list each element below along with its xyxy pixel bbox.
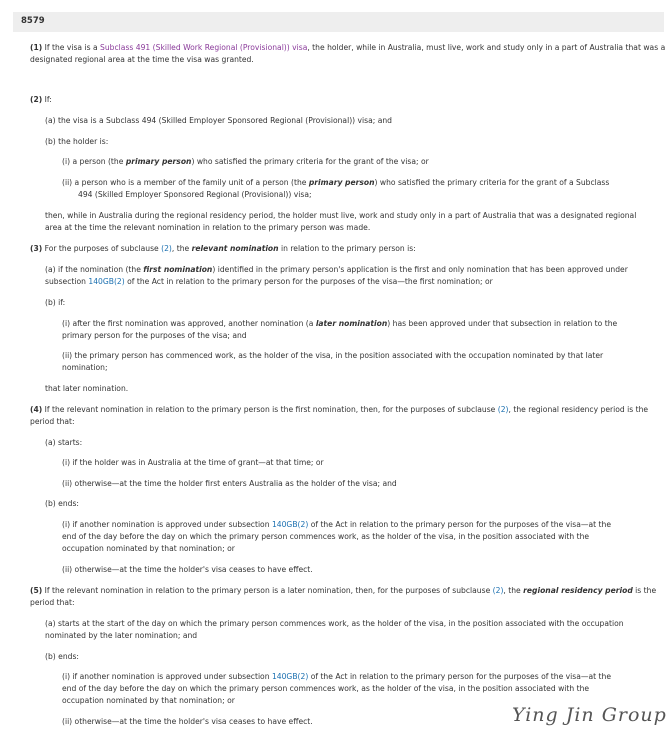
text: If: [44, 95, 52, 104]
text: of the Act in relation to the primary person for the purposes of the visa—at the [308, 672, 611, 681]
clause-3-intro [30, 243, 416, 256]
defined-term: primary person [125, 157, 192, 166]
text: of the Act in relation to the primary person for the purposes of the visa—the first nomination; or [124, 277, 493, 286]
text: subsection [45, 277, 89, 286]
clause-4-para-b-sub-i-line-2: end of the day before the day on which the primary person commences work, as the holder of the visa, in the position associated with the [62, 532, 590, 541]
clause-5-intro-line-1 [30, 585, 656, 598]
text: (i) if another nomination is approved under subsection [62, 672, 272, 681]
text: If the relevant nomination in relation to the primary person is the first nomination, then, for the purposes of subclause [42, 405, 498, 414]
text: ) has been approved under that subsection in relation to the [387, 319, 618, 328]
clause-3-sub-i-line-2: primary person for the purposes of the visa; and [62, 331, 247, 340]
clause-1-line-1 [30, 42, 665, 55]
clause-3-para-a-line-2 [45, 276, 493, 289]
subclass-491-link[interactable]: Subclass 491 (Skilled Work Regional (Provisional)) visa [100, 43, 308, 52]
text: ) who satisfied the primary criteria for the grant of a Subclass [374, 178, 610, 187]
clause-4-number: (4) [30, 405, 43, 414]
text: (ii) a person who is a member of the family unit of a person (the [62, 178, 309, 187]
subclause-2-link[interactable]: (2) [161, 244, 172, 253]
clause-4-para-b-sub-i-line-1 [62, 519, 611, 532]
clause-2-para-a: (a) the visa is a Subclass 494 (Skilled Employer Sponsored Regional (Provisional)) visa; and [45, 116, 393, 125]
clause-2-sub-i [62, 156, 429, 169]
defined-term: first nomination [143, 265, 213, 274]
defined-term: regional residency period [523, 586, 633, 595]
text: For the purposes of subclause [42, 244, 162, 253]
section-140gb-link[interactable]: 140GB(2) [271, 520, 309, 529]
clause-1-number: (1) [30, 43, 43, 52]
text: , the [503, 586, 524, 595]
clause-4-para-b-sub-ii: (ii) otherwise—at the time the holder's visa ceases to have effect. [62, 565, 313, 574]
clause-3-para-b: (b) if: [45, 298, 66, 307]
clause-4-intro-line-2: period that: [30, 417, 75, 426]
clause-2-sub-ii-line-2: 494 (Skilled Employer Sponsored Regional (Provisional)) visa; [78, 190, 312, 199]
text: ) who satisfied the primary criteria for the grant of the visa; or [191, 157, 429, 166]
text: is the [632, 586, 657, 595]
clause-4-para-a-sub-i: (i) if the holder was in Australia at the time of grant—at that time; or [62, 458, 324, 467]
clause-1-line-2: designated regional area at the time the visa was granted. [30, 55, 254, 64]
text: , the regional residency period is the [508, 405, 649, 414]
text: , the [171, 244, 192, 253]
text: If the visa is a [44, 43, 101, 52]
clause-4-para-b-sub-i-line-3: occupation nominated by that nomination; or [62, 544, 235, 553]
subclause-2-link[interactable]: (2) [492, 586, 504, 595]
clause-3-sub-ii-line-1: (ii) the primary person has commenced work, as the holder of the visa, in the position associated with the occupation nominated by that later [62, 351, 604, 360]
text: (i) if another nomination is approved under subsection [62, 520, 272, 529]
text: (i) after the first nomination was approved, another nomination (a [62, 319, 316, 328]
section-code: 8579 [21, 16, 45, 26]
clause-3-para-a-line-1 [45, 264, 628, 277]
clause-2-para-b: (b) the holder is: [45, 137, 109, 146]
clause-3-sub-ii-line-2: nomination; [62, 363, 108, 372]
defined-term: primary person [308, 178, 375, 187]
subclause-2-link[interactable]: (2) [497, 405, 509, 414]
text: (a) if the nomination (the [45, 265, 144, 274]
clause-3-sub-i-line-1 [62, 318, 617, 331]
clause-5-para-b-sub-ii: (ii) otherwise—at the time the holder's visa ceases to have effect. [62, 717, 313, 726]
clause-2-number: (2) [30, 95, 43, 104]
clause-5-para-a-line-2: nominated by the later nomination; and [45, 631, 198, 640]
clause-3-tail: that later nomination. [45, 384, 129, 393]
defined-term: relevant nomination [191, 244, 279, 253]
text: of the Act in relation to the primary person for the purposes of the visa—at the [308, 520, 611, 529]
clause-5-para-b: (b) ends: [45, 652, 79, 661]
text: If the relevant nomination in relation to the primary person is a later nomination, then, for the purposes of subclause [42, 586, 493, 595]
clause-3-number: (3) [30, 244, 43, 253]
clause-2-intro [30, 94, 52, 107]
clause-4-para-b: (b) ends: [45, 499, 79, 508]
clause-5-number: (5) [30, 586, 43, 595]
text: in relation to the primary person is: [278, 244, 416, 253]
section-140gb-link[interactable]: 140GB(2) [88, 277, 125, 286]
text: (i) a person (the [62, 157, 126, 166]
section-header [13, 12, 664, 32]
clause-2-then-line-2: area at the time the relevant nomination in relation to the primary person was made. [45, 223, 371, 232]
watermark-signature: Ying Jin Group [512, 704, 667, 726]
clause-4-para-a-sub-ii: (ii) otherwise—at the time the holder first enters Australia as the holder of the visa; and [62, 479, 397, 488]
clause-5-intro-line-2: period that: [30, 598, 75, 607]
clause-4-intro-line-1 [30, 404, 648, 417]
clause-2-sub-ii-line-1 [62, 177, 609, 190]
text: ) identified in the primary person's application is the first and only nomination that has been approved under [212, 265, 628, 274]
text: , the holder, while in Australia, must live, work and study only in a part of Australia that was a [307, 43, 666, 52]
section-140gb-link[interactable]: 140GB(2) [271, 672, 309, 681]
defined-term: later nomination [315, 319, 388, 328]
clause-4-para-a: (a) starts: [45, 438, 83, 447]
clause-5-para-a-line-1: (a) starts at the start of the day on which the primary person commences work, as the holder of the visa, in the position associated with the occupation [45, 619, 624, 628]
clause-5-para-b-sub-i-line-2: end of the day before the day on which the primary person commences work, as the holder of the visa, in the position associated with the [62, 684, 590, 693]
clause-2-then-line-1: then, while in Australia during the regional residency period, the holder must live, work and study only in a part of Australia that was a designated regional [45, 211, 637, 220]
clause-5-para-b-sub-i-line-1 [62, 671, 611, 684]
clause-5-para-b-sub-i-line-3: occupation nominated by that nomination; or [62, 696, 235, 705]
